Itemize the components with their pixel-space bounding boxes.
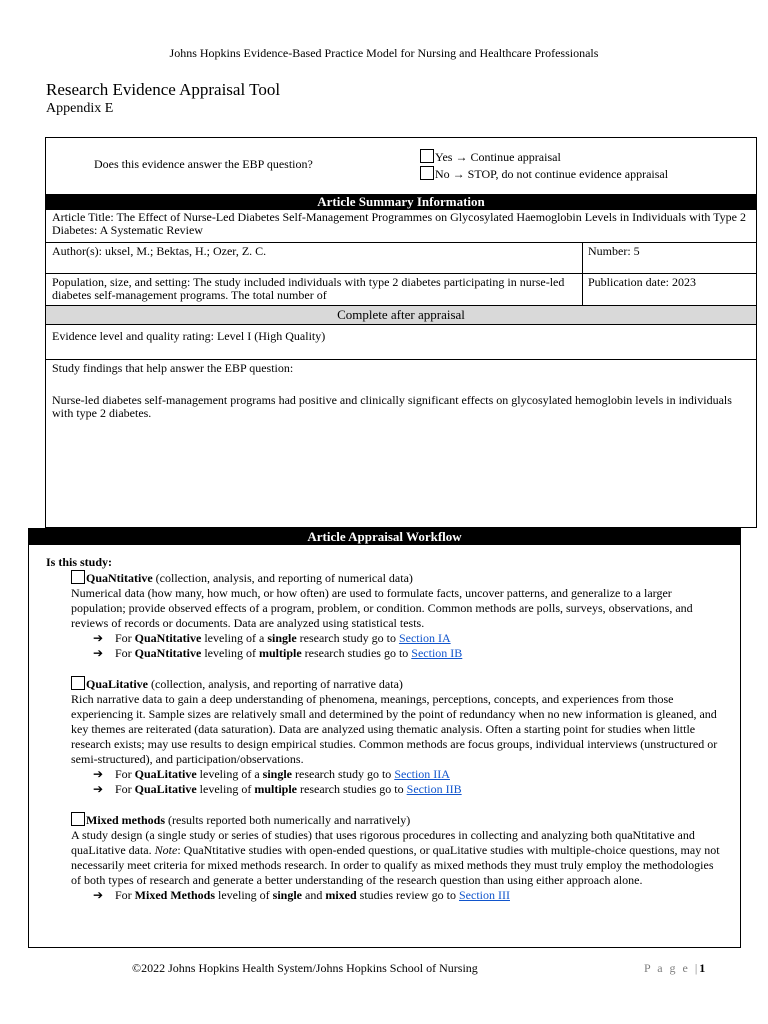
- section-iii-link[interactable]: Section III: [459, 888, 510, 902]
- footer-copyright: ©2022 Johns Hopkins Health System/Johns Hopkins School of Nursing: [132, 961, 478, 975]
- qualitative-block: [46, 676, 726, 797]
- quantitative-name: QuaNtitative: [86, 571, 153, 585]
- appendix-label: Appendix E: [46, 101, 114, 116]
- ebp-no-option[interactable]: [420, 166, 668, 181]
- row-divider: [46, 359, 756, 360]
- row-divider: [46, 242, 756, 243]
- yes-label: Yes → Continue appraisal: [435, 150, 561, 164]
- quantitative-checkbox[interactable]: [71, 570, 85, 584]
- arrow-right-icon: ➔: [93, 631, 104, 645]
- mixed-methods-body: A study design (a single study or series of studies) that uses rigorous procedures in collecting and analyzing both quaNtitative and quaLitative data. Note: QuaNtitative studies with open-ended questions, or quaLitative studies with multiple-choice questions, may not necessarily meet criteria for mixed methods research. In order to qualify as mixed methods they must truly employ the methodologies of both types of research and generate a better understanding of the research question than using either approach alone.: [71, 828, 720, 887]
- mixed-methods-block: [46, 812, 726, 903]
- article-summary-heading: Article Summary Information: [46, 194, 756, 210]
- ebp-question-prompt: Does this evidence answer the EBP question?: [94, 158, 313, 171]
- qualitative-body: Rich narrative data to gain a deep understanding of phenomena, meanings, perceptions, concepts, and experiences from those experiencing it. Sample sizes are relatively small and determined by the point of redundancy when no new information is gleaned, and key themes are reiterated (data saturation). Data are analyzed using thematic analysis. Often a starting point for studies when little research exists; may use results to design empirical studies. Common methods are focus groups, individual interviews (unstructured or semi-structured), and participation/observations.: [71, 692, 718, 766]
- ebp-yes-option[interactable]: [420, 149, 561, 164]
- arrow-right-icon: ➔: [93, 888, 104, 902]
- evidence-level-rating: Evidence level and quality rating: Level I (High Quality): [52, 330, 326, 343]
- workflow-bottom-border: [28, 947, 741, 948]
- qualitative-option[interactable]: [71, 676, 726, 692]
- document-title: Research Evidence Appraisal Tool: [46, 80, 281, 99]
- authors: Author(s): uksel, M.; Bektas, H.; Ozer, Z. C.: [52, 245, 267, 258]
- article-title: Article Title: The Effect of Nurse-Led Diabetes Self-Management Programmes on Glycosylated Haemoglobin Levels in Individuals with Type 2 Diabetes: A Systematic Review: [52, 211, 747, 237]
- population-size-setting: Population, size, and setting: The study included individuals with type 2 diabetes participating in nurse-led diabetes self-management programs. The total number of: [52, 276, 565, 302]
- qualitative-desc: (collection, analysis, and reporting of narrative data): [148, 677, 403, 691]
- article-appraisal-workflow-heading: Article Appraisal Workflow: [28, 528, 741, 545]
- quantitative-block: [46, 570, 726, 661]
- section-iia-link[interactable]: Section IIA: [394, 767, 450, 781]
- footer-page: [644, 961, 705, 976]
- quantitative-single-line: ➔ For QuaNtitative leveling of a single research study go to Section IA: [93, 631, 451, 645]
- qualitative-name: QuaLitative: [86, 677, 148, 691]
- qualitative-multiple-line: ➔ For QuaLitative leveling of multiple research studies go to Section IIB: [93, 782, 462, 796]
- page-number: 1: [699, 961, 706, 975]
- quantitative-multiple-line: ➔ For QuaNtitative leveling of multiple research studies go to Section IB: [93, 646, 463, 660]
- study-findings-text: Nurse-led diabetes self-management programs had positive and clinically significant effects on glycosylated hemoglobin levels in individuals with type 2 diabetes.: [52, 394, 732, 420]
- quantitative-option[interactable]: [71, 570, 726, 586]
- running-header: Johns Hopkins Evidence-Based Practice Model for Nursing and Healthcare Professionals: [169, 46, 599, 60]
- mixed-methods-desc: (results reported both numerically and narratively): [165, 813, 411, 827]
- arrow-right-icon: ➔: [93, 767, 104, 781]
- arrow-right-icon: ➔: [93, 646, 104, 660]
- mixed-methods-line: ➔ For Mixed Methods leveling of single and mixed studies review go to Section III: [93, 888, 510, 902]
- workflow-right-border: [740, 545, 741, 947]
- page-label: P a g e |: [644, 961, 700, 975]
- qualitative-checkbox[interactable]: [71, 676, 85, 690]
- no-checkbox[interactable]: [420, 166, 434, 180]
- section-ib-link[interactable]: Section IB: [411, 646, 463, 660]
- mixed-methods-option[interactable]: [71, 812, 726, 828]
- no-label: No → STOP, do not continue evidence appraisal: [435, 167, 669, 181]
- workflow-body: [46, 555, 726, 903]
- section-ia-link[interactable]: Section IA: [398, 631, 451, 645]
- article-number: Number: 5: [588, 245, 640, 258]
- quantitative-desc: (collection, analysis, and reporting of numerical data): [152, 571, 413, 585]
- mixed-methods-checkbox[interactable]: [71, 812, 85, 826]
- arrow-right-icon: ➔: [93, 782, 104, 796]
- yes-checkbox[interactable]: [420, 149, 434, 163]
- workflow-left-border: [28, 545, 29, 947]
- quantitative-body: Numerical data (how many, how much, or how often) are used to formulate facts, uncover patterns, and generalize to a larger population; provide observed effects of a program, problem, or condition. Common methods are polls, surveys, observations, and reviews of records or documents. Data are analyzed using statistical tests.: [71, 586, 693, 630]
- section-iib-link[interactable]: Section IIB: [406, 782, 462, 796]
- qualitative-single-line: ➔ For QuaLitative leveling of a single research study go to Section IIA: [93, 767, 450, 781]
- mixed-methods-name: Mixed methods: [86, 813, 165, 827]
- row-divider: [46, 273, 756, 274]
- study-findings-label: Study findings that help answer the EBP question:: [52, 362, 294, 375]
- complete-after-appraisal-bar: Complete after appraisal: [46, 305, 756, 325]
- study-type-question: Is this study:: [46, 555, 113, 569]
- publication-date: Publication date: 2023: [588, 276, 696, 289]
